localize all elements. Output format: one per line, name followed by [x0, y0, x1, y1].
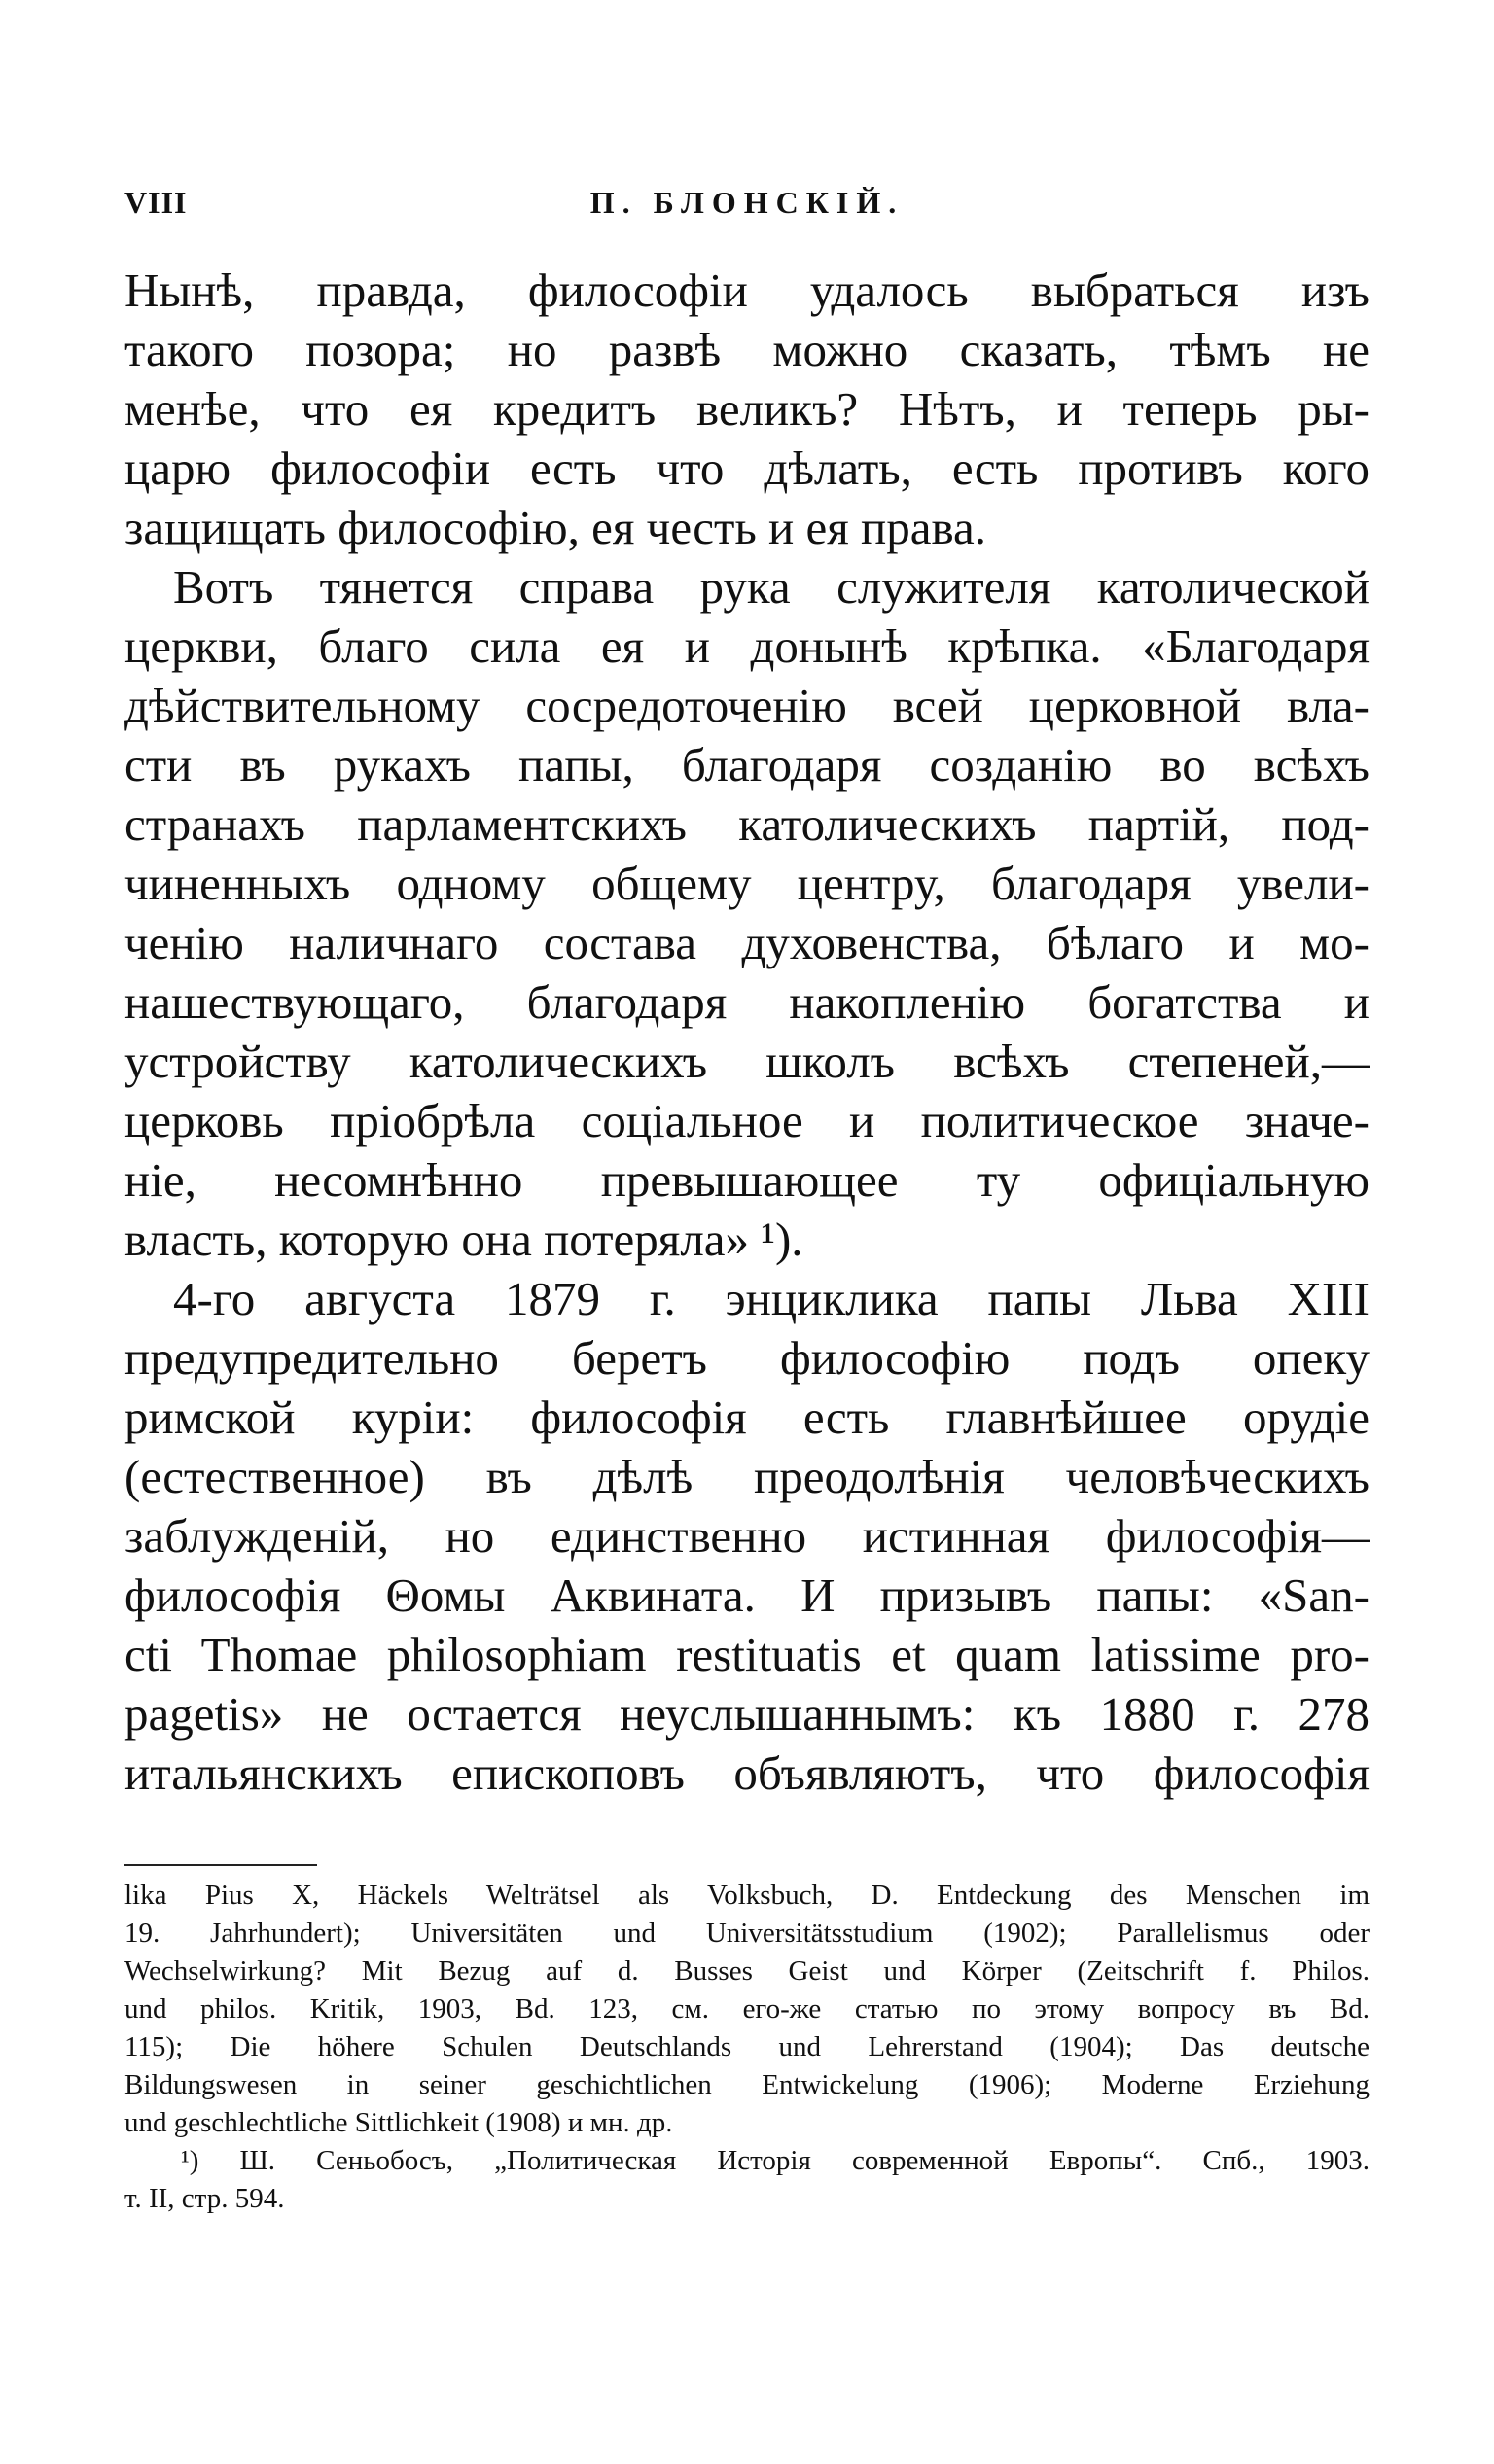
footnote-line: und philos. Kritik, 1903, Bd. 123, см. его-же статью по этому вопросу въ Bd. [124, 1993, 1370, 2024]
footnote-line: 115); Die höhere Schulen Deutschlands und Lehrerstand (1904); Das deutsche [124, 2031, 1370, 2062]
footnote-line: und geschlechtliche Sittlichkeit (1908) и мн. др. [124, 2107, 673, 2138]
text-line: нашествующаго, благодаря накопленію богатства и [124, 975, 1370, 1029]
footnote-line: Bildungswesen in seiner geschichtlichen Entwickelung (1906); Moderne Erziehung [124, 2069, 1370, 2100]
text-line: Вотъ тянется справа рука служителя католической [173, 560, 1370, 614]
text-line: итальянскихъ епископовъ объявляютъ, что философія [124, 1746, 1370, 1800]
text-line: царю философіи есть что дѣлать, есть противъ кого [124, 441, 1370, 495]
page-number: VIII [124, 185, 188, 220]
text-line: (естественное) въ дѣлѣ преодолѣнія человѣческихъ [124, 1450, 1370, 1503]
text-line: защищать философію, ея честь и ея права. [124, 501, 987, 554]
running-head: П. БЛОНСКІЙ. [589, 185, 905, 220]
text-line: чиненныхъ одному общему центру, благодаря увели- [124, 857, 1370, 910]
text-line: философія Θомы Аквината. И призывъ папы: «San- [124, 1568, 1370, 1622]
text-line: менѣе, что ея кредитъ великъ? Нѣтъ, и теперь ры- [124, 382, 1370, 436]
text-line: ченію наличнаго состава духовенства, бѣлаго и мо- [124, 916, 1370, 969]
text-line: власть, которую она потеряла» ¹). [124, 1213, 803, 1266]
text-line: такого позора; но развѣ можно сказать, тѣмъ не [124, 323, 1370, 376]
footnote-line: 19. Jahrhundert); Universitäten und Universitätsstudium (1902); Parallelismus oder [124, 1918, 1370, 1949]
footnote-line: т. II, стр. 594. [124, 2183, 285, 2214]
text-line: устройству католическихъ школъ всѣхъ степеней,— [124, 1035, 1370, 1088]
footnote-divider [124, 1864, 317, 1866]
text-line: 4-го августа 1879 г. энциклика папы Льва XIII [173, 1272, 1370, 1325]
page-header [124, 185, 1370, 233]
footnote-line: Wechselwirkung? Mit Bezug auf d. Busses Geist und Körper (Zeitschrift f. Philos. [124, 1955, 1370, 1987]
text-line: римской куріи: философія есть главнѣйшее орудіе [124, 1390, 1370, 1444]
text-line: pagetis» не остается неуслышаннымъ: къ 1880 г. 278 [124, 1687, 1370, 1741]
text-line: церкви, благо сила ея и донынѣ крѣпка. «Благодаря [124, 619, 1370, 673]
text-line: cti Thomae philosophiam restituatis et quam latissime pro- [124, 1628, 1370, 1681]
text-line: предупредительно беретъ философію подъ опеку [124, 1331, 1370, 1385]
text-line: странахъ парламентскихъ католическихъ партій, под- [124, 797, 1370, 851]
text-line: ніе, несомнѣнно превышающее ту офиціальную [124, 1153, 1370, 1207]
text-line: церковь пріобрѣла соціальное и политическое значе- [124, 1094, 1370, 1147]
text-line: заблужденій, но единственно истинная философія— [124, 1509, 1370, 1563]
text-line: сти въ рукахъ папы, благодаря созданію во всѣхъ [124, 738, 1370, 792]
footnote-line: ¹) Ш. Сеньобосъ, „Политическая Исторія современной Европы“. Спб., 1903. [181, 2145, 1370, 2176]
text-line: дѣйствительному сосредоточенію всей церковной вла- [124, 679, 1370, 732]
footnote-line: lika Pius X, Häckels Welträtsel als Volksbuch, D. Entdeckung des Menschen im [124, 1880, 1370, 1911]
text-line: Нынѣ, правда, философіи удалось выбраться изъ [124, 264, 1370, 317]
footnotes [124, 1877, 1370, 2218]
main-text [124, 261, 1370, 1803]
